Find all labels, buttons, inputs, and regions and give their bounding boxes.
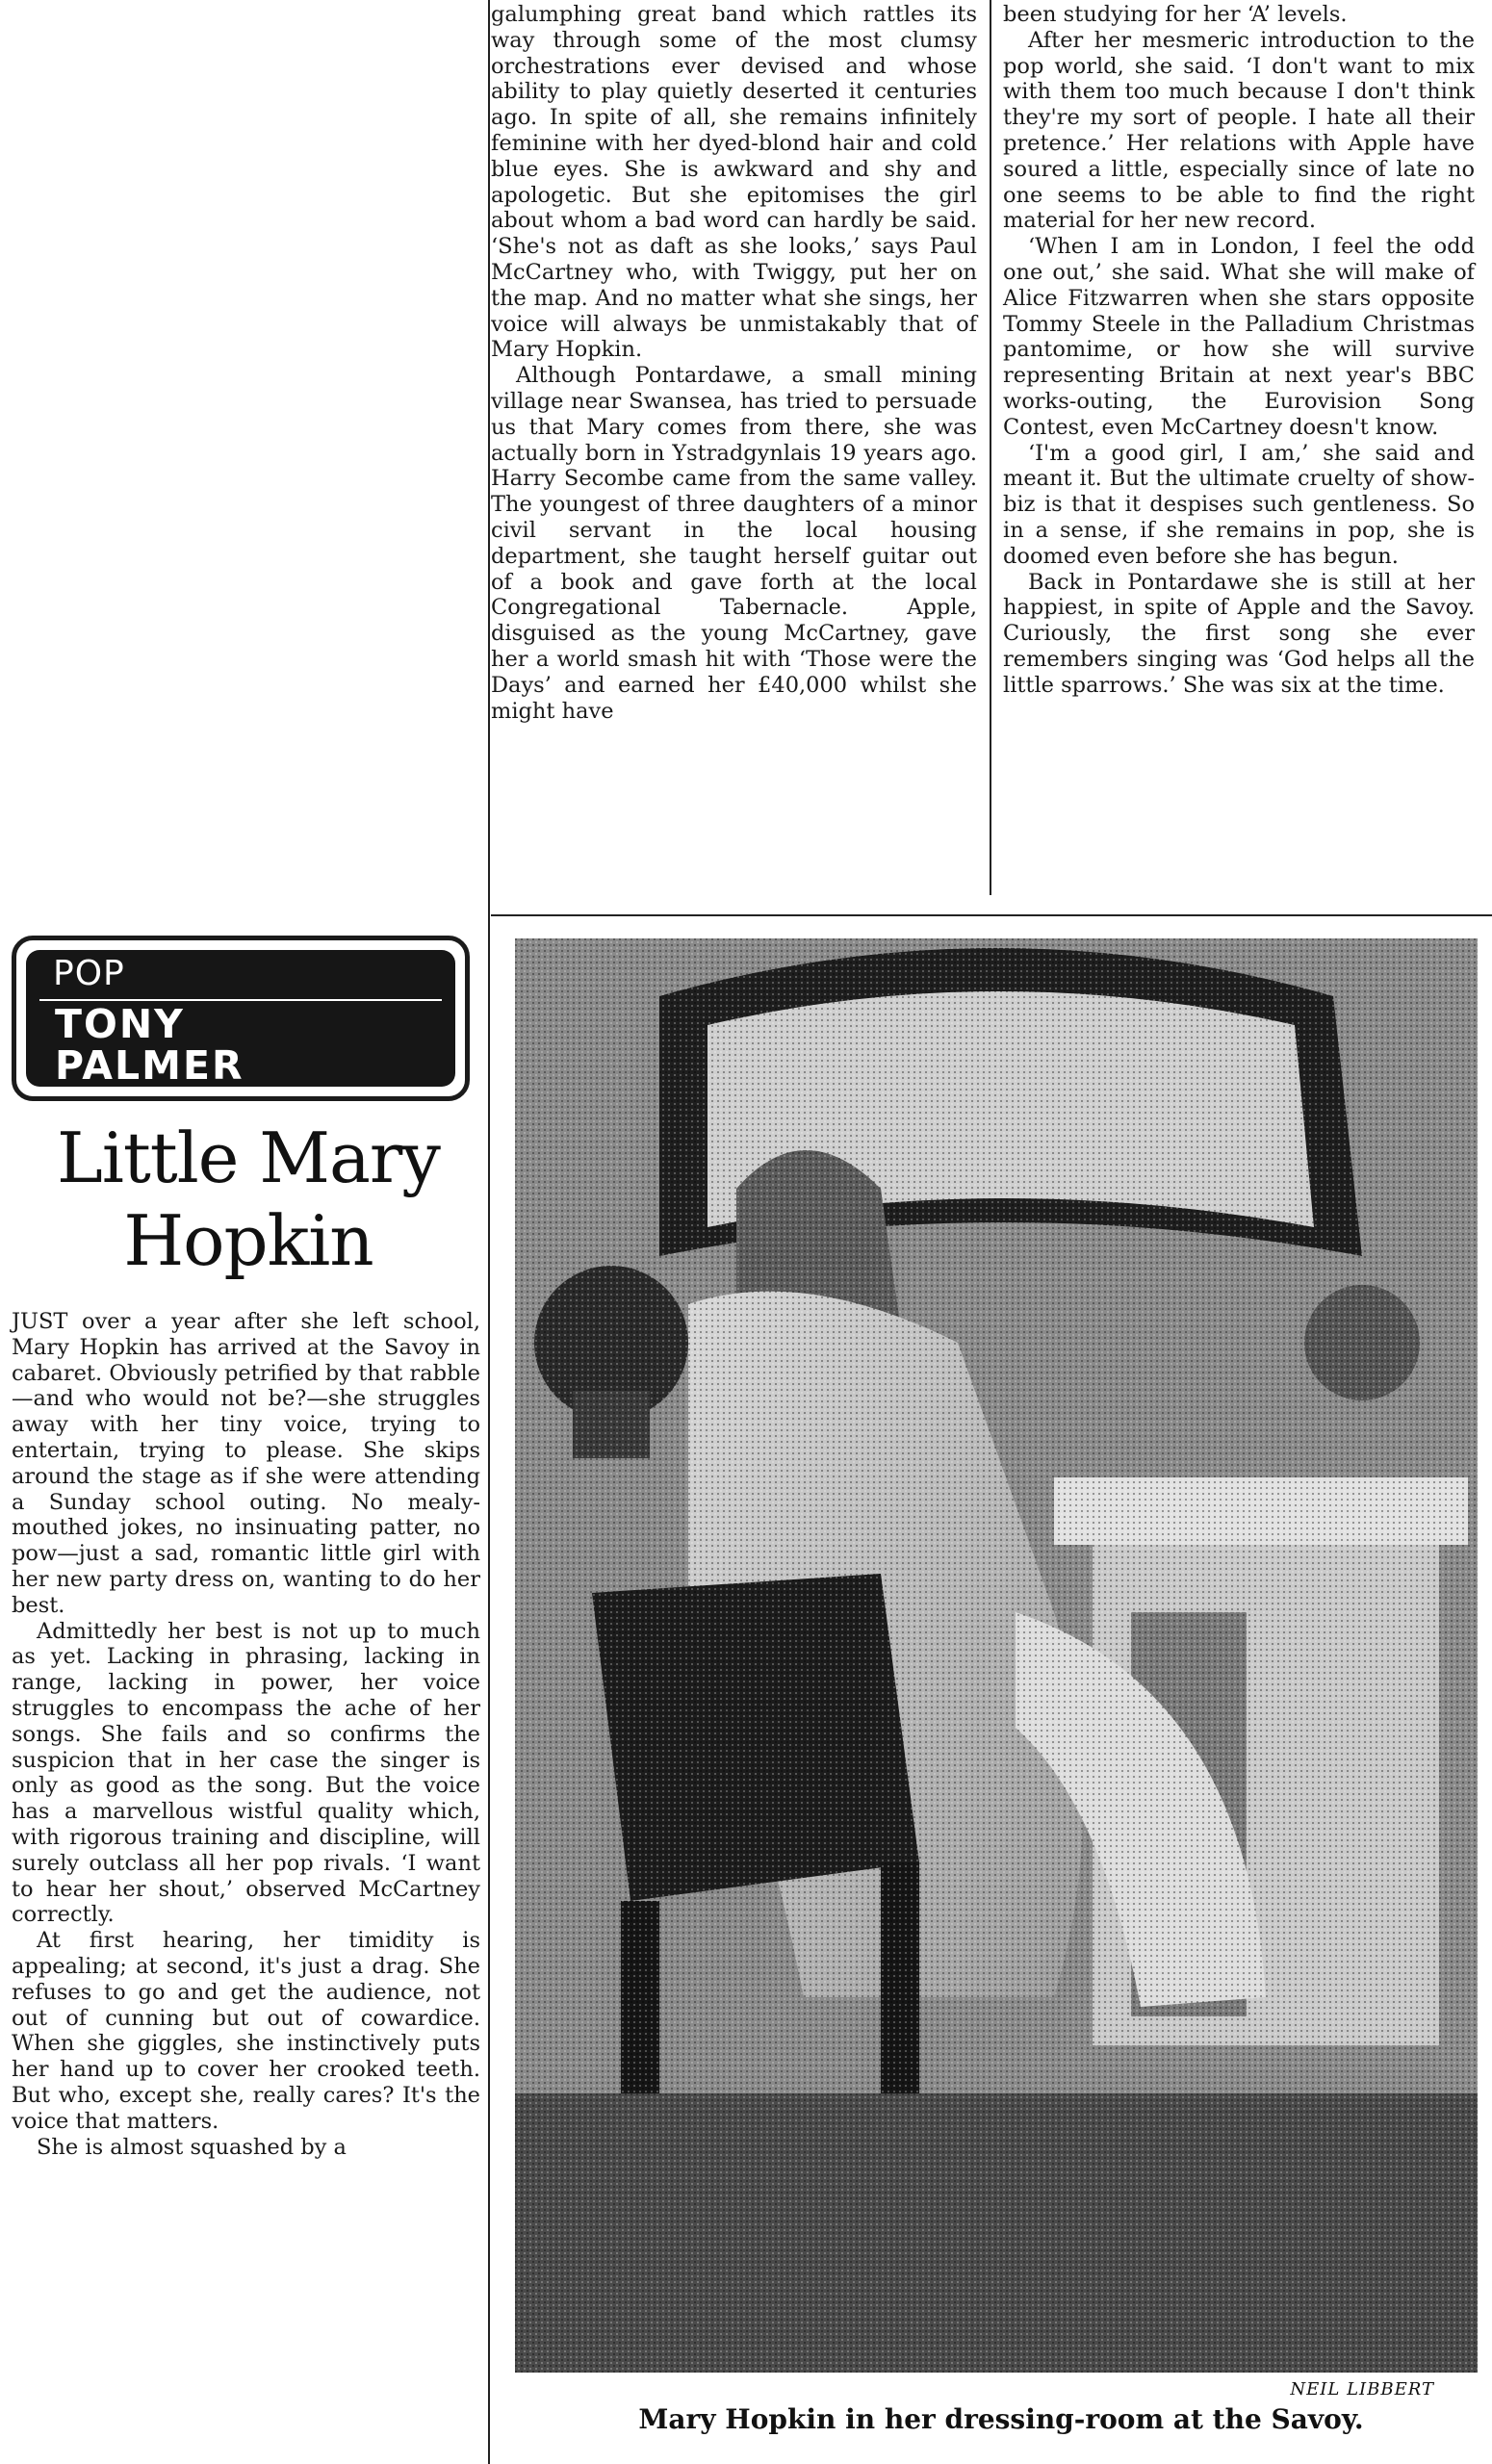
paragraph: ‘I'm a good girl, I am,’ she said and meant it. But the ultimate cruelty of show-biz is that it despises such gentleness. So in a sense, if she remains in pop, she is doomed even before she has begun. (1003, 440, 1475, 569)
paragraph: JUST over a year after she left school, Mary Hopkin has arrived at the Savoy in cabaret. Obviously petrified by that rabble—and who would not be?—she struggles away with her tiny voice, trying to entertain, trying to please. She skips around the stage as if she were attending a Sunday school outing. No mealy-mouthed jokes, no insinuating patter, no pow—just a sad, romantic little girl with her new party dress on, wanting to do her best. (12, 1309, 480, 1618)
article-column-left (12, 1309, 480, 2160)
paragraph: Although Pontardawe, a small mining village near Swansea, has tried to persuade us that Mary comes from there, she was actually born in Ystradgynlais 19 years ago. Harry Secombe came from the same valley. The youngest of three daughters of a minor civil servant in the local housing department, she taught herself guitar out of a book and gave forth at the local Congregational Tabernacle. Apple, disguised as the young McCartney, gave her a world smash hit with ‘Those were the Days’ and earned her £40,000 whilst she might have (491, 363, 977, 724)
article-photo (515, 938, 1478, 2373)
paragraph: She is almost squashed by a (37, 2134, 347, 2160)
section-label: POP (53, 954, 125, 993)
headline: Little Mary Hopkin (57, 1117, 440, 1281)
column-rule-middle (990, 0, 991, 895)
paragraph: ‘When I am in London, I feel the odd one out,’ she said. What she will make of Alice Fitzwarren when she stars opposite Tommy Steele in the Palladium Christmas pantomime, or how she will survive representing Britain at next year's BBC works-outing, the Eurovision Song Contest, even McCartney doesn't know. (1003, 234, 1475, 440)
photo-top-rule (491, 914, 1492, 916)
paragraph: After her mesmeric introduction to the pop world, she said. ‘I don't want to mix with them too much because I don't think they're my sort of people. I hate all their pretence.’ Her relations with Apple have soured a little, especially since of late no one seems to be able to find the right material for her new record. (1003, 27, 1475, 234)
paragraph: At first hearing, her timidity is appealing; at second, it's just a drag. She refuses to go and get the audience, not out of cunning but out of cowardice. When she giggles, she instinctively puts her hand up to cover her crooked teeth. But who, except she, really cares? It's the voice that matters. (12, 1928, 480, 2134)
paragraph: Admittedly her best is not up to much as yet. Lacking in phrasing, lacking in range, lacking in power, her voice struggles to encompass the ache of her songs. She fails and so confirms the suspicion that in her case the singer is only as good as the song. But the voice has a marvellous wistful quality which, with rigorous training and discipline, will surely outclass all her pop rivals. ‘I want to hear her shout,’ observed McCartney correctly. (12, 1618, 480, 1928)
article-column-right (1003, 2, 1475, 699)
photo-illustration (515, 938, 1478, 2373)
paragraph: Back in Pontardawe she is still at her happiest, in spite of Apple and the Savoy. Curiously, the first song she ever remembers singing was ‘God helps all the little sparrows.’ She was six at the time. (1003, 569, 1475, 698)
author-name: TONY PALMER (55, 1001, 244, 1087)
photo-credit: NEIL LIBBERT (1290, 2379, 1434, 2400)
section-byline-box (12, 936, 470, 1101)
paragraph: galumphing great band which rattles its way through some of the most clumsy orchestrations ever devised and whose ability to play quietly deserted it centuries ago. In spite of all, she remains infinitely feminine with her dyed-blond hair and cold blue eyes. She is awkward and shy and apologetic. But she epitomises the girl about whom a bad word can hardly be said. ‘She's not as daft as she looks,’ says Paul McCartney who, with Twiggy, put her on the map. And no matter what she sings, her voice will always be unmistakably that of Mary Hopkin. (491, 2, 977, 363)
paragraph: been studying for her ‘A’ levels. (1003, 2, 1348, 27)
byline-panel (26, 950, 455, 1087)
article-column-middle (491, 2, 977, 724)
photo-caption: Mary Hopkin in her dressing-room at the Savoy. (638, 2403, 1364, 2435)
